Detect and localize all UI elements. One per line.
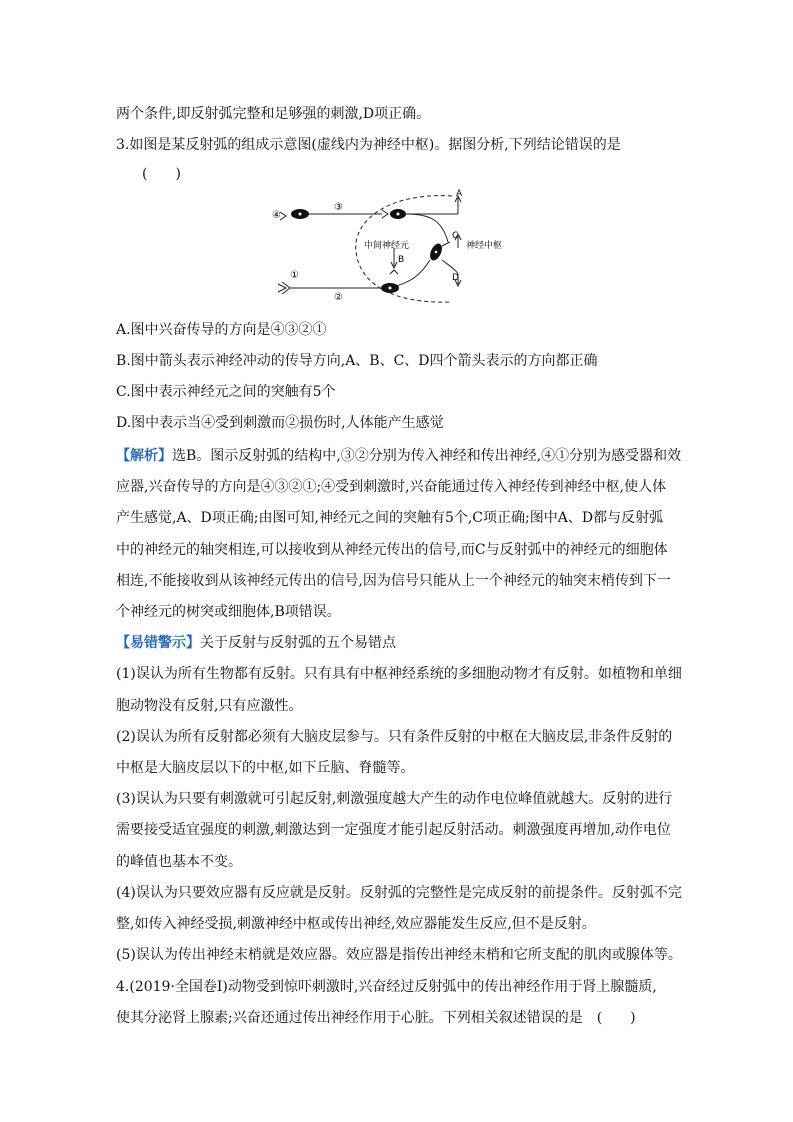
continued-answer-line: 两个条件,即反射弧完整和足够强的刺激,D项正确。	[116, 106, 431, 122]
analysis-line-1: 【解析】选B。图示反射弧的结构中,③②分别为传入神经和传出神经,④①分别为感受器和效	[116, 448, 682, 464]
warning-line-6: 需要接受适宜强度的刺激,刺激达到一定强度才能引起反射活动。刺激强度再增加,动作电位	[116, 822, 671, 838]
option-d: D.图中表示当④受到刺激而②损伤时,人体能产生感觉	[116, 415, 444, 431]
warning-line-4: 中枢是大脑皮层以下的中枢,如下丘脑、脊髓等。	[116, 760, 415, 776]
question-3-answer-blank: ( )	[142, 166, 181, 182]
question-4-line-2: 使其分泌肾上腺素;兴奋还通过传出神经作用于心脏。下列相关叙述错误的是 ( )	[116, 1010, 636, 1026]
question-4-line-1: 4.(2019·全国卷Ⅰ)动物受到惊吓刺激时,兴奋经过反射弧中的传出神经作用于肾上腺髓质,	[116, 979, 657, 995]
analysis-line-6: 个神经元的树突或细胞体,B项错误。	[116, 604, 341, 620]
question-3-stem: 3.如图是某反射弧的组成示意图(虚线内为神经中枢)。据图分析,下列结论错误的是	[116, 137, 621, 153]
warning-line-9: 整,如传入神经受损,刺激神经中枢或传出神经,效应器能发生反应,但不是反射。	[116, 916, 596, 932]
option-a: A.图中兴奋传导的方向是④③②①	[116, 322, 327, 338]
analysis-line-3: 产生感觉,A、D项正确;由图可知,神经元之间的突触有5个,C项正确;图中A、D都与反射弧	[116, 510, 664, 526]
warning-line-8: (4)误认为只要效应器有反应就是反射。反射弧的完整性是完成反射的前提条件。反射弧不完	[116, 885, 682, 901]
analysis-line-2: 应器,兴奋传导的方向是④③②①;④受到刺激时,兴奋能通过传入神经传到神经中枢,使人体	[116, 479, 667, 495]
warning-line-5: (3)误认为只要有刺激就可引起反射,刺激强度越大产生的动作电位峰值就越大。反射的进行	[116, 791, 673, 807]
label-nerve-center: 神经中枢	[466, 241, 503, 251]
label-1: ①	[290, 270, 299, 281]
label-D: D	[452, 273, 459, 283]
analysis-line-4: 中的神经元的轴突相连,可以接收到从神经元传出的信号,而C与反射弧中的神经元的细胞体	[116, 542, 668, 558]
warning-line-3: (2)误认为所有反射都必须有大脑皮层参与。只有条件反射的中枢在大脑皮层,非条件反射的	[116, 729, 673, 745]
warning-line-1: (1)误认为所有生物都有反射。只有具有中枢神经系统的多细胞动物才有反射。如植物和单细	[116, 666, 682, 682]
option-c: C.图中表示神经元之间的突触有5个	[116, 384, 336, 400]
label-3: ③	[334, 202, 343, 213]
warning-line-7: 的峰值也基本不变。	[116, 854, 242, 870]
label-2: ②	[334, 292, 343, 303]
label-interneuron: 中间神经元	[364, 241, 410, 251]
label-4: ④	[272, 210, 281, 221]
analysis-line-5: 相连,不能接收到从该神经元传出的信号,因为信号只能从上一个神经元的轴突末梢传到下一	[116, 573, 671, 589]
analysis-tag: 【解析】	[116, 448, 172, 464]
option-b: B.图中箭头表示神经冲动的传导方向,A、B、C、D四个箭头表示的方向都正确	[116, 353, 598, 369]
warning-tag: 【易错警示】	[116, 635, 200, 651]
warning-line-10: (5)误认为传出神经末梢就是效应器。效应器是指传出神经末梢和它所支配的肌肉或腺体等。	[116, 947, 682, 963]
label-C: C	[452, 231, 459, 241]
warning-header: 【易错警示】关于反射与反射弧的五个易错点	[116, 635, 396, 651]
label-A: A	[456, 189, 463, 199]
warning-line-2: 胞动物没有反射,只有应激性。	[116, 698, 303, 714]
label-B: B	[398, 255, 405, 265]
reflex-arc-diagram	[270, 186, 510, 310]
